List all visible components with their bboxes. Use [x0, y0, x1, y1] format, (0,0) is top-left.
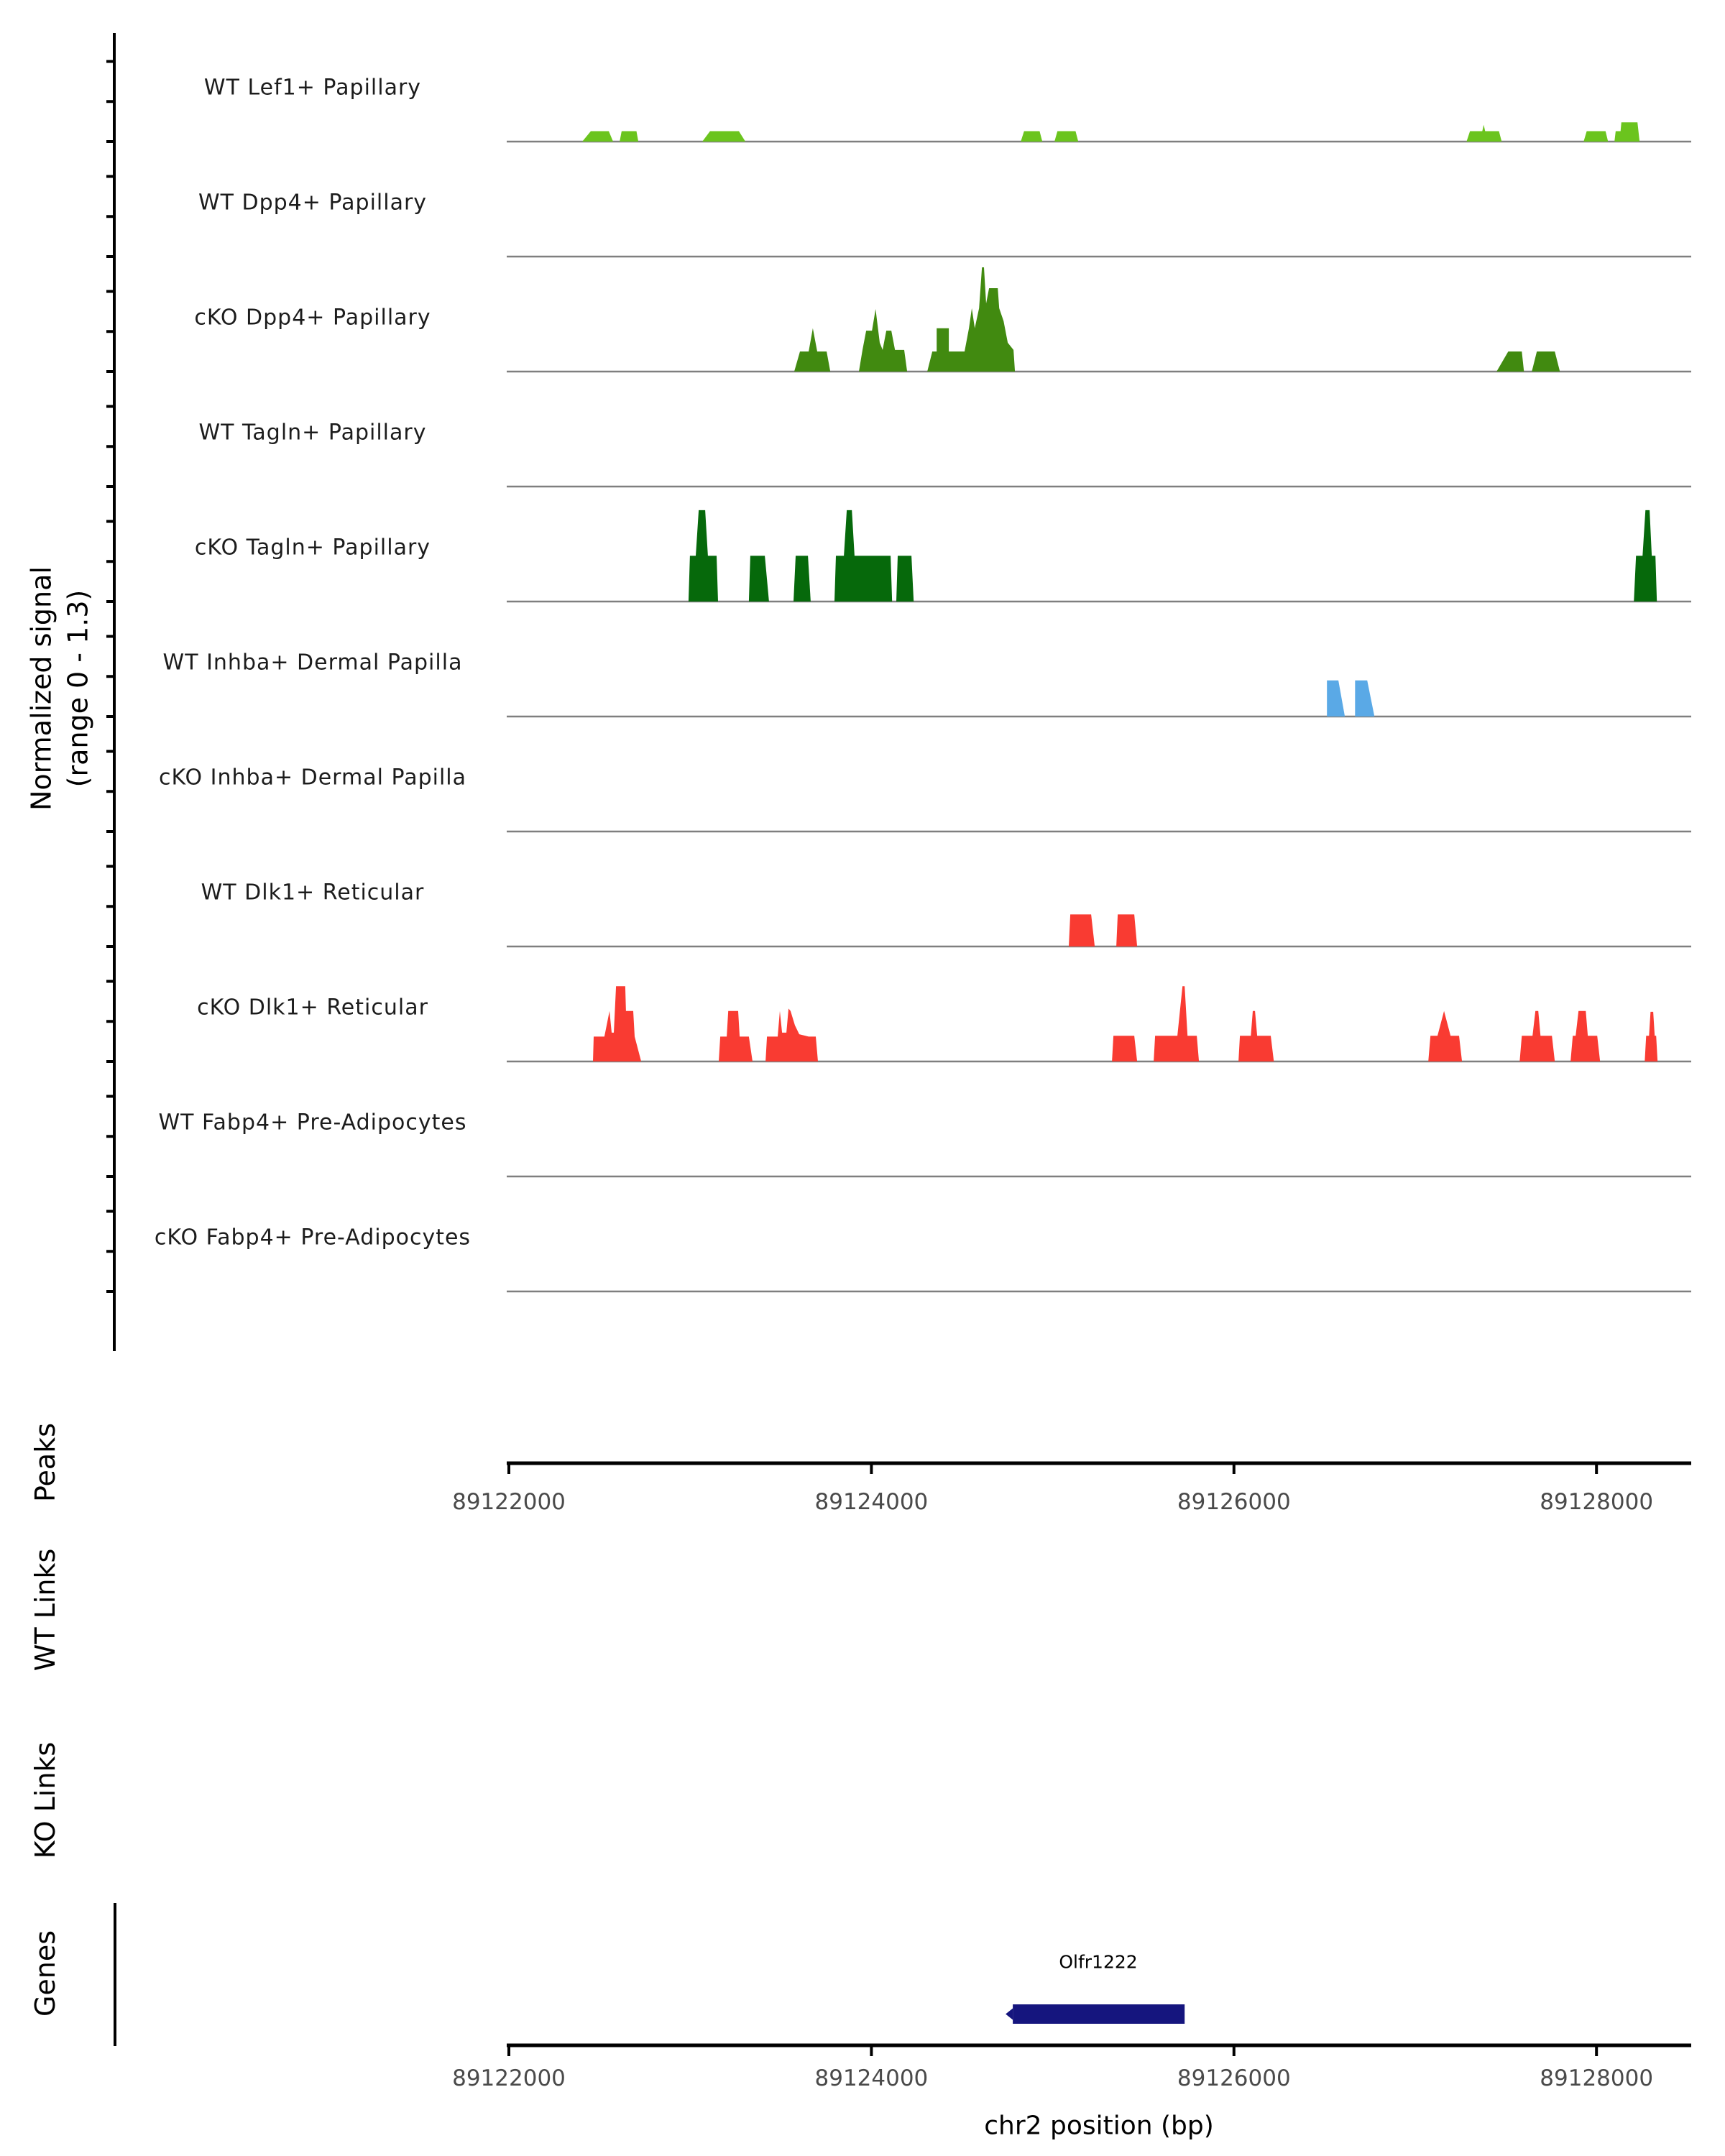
signal-peak	[794, 556, 811, 602]
genome-axis-tick-label: 89128000	[1540, 2065, 1654, 2091]
signal-peak	[1327, 681, 1345, 717]
peaks-axis-tick-label: 89122000	[452, 1489, 566, 1515]
signal-peak	[749, 556, 769, 602]
signal-peak	[702, 132, 745, 142]
signal-peak	[1466, 125, 1501, 142]
signal-peak	[689, 510, 718, 602]
peaks-axis-tick-label: 89124000	[814, 1489, 929, 1515]
signal-peak	[765, 1008, 818, 1061]
signal-peak	[1054, 132, 1078, 142]
y-axis-label	[24, 566, 98, 811]
signal-peak	[794, 328, 830, 372]
signal-peak	[834, 510, 892, 602]
signal-peak	[927, 267, 1015, 372]
gene-name-label: Olfr1222	[1059, 1951, 1138, 1973]
track-label-cko-inhba: cKO Inhba+ Dermal Papilla	[158, 765, 467, 791]
signal-peak	[1116, 914, 1137, 946]
signal-peak	[719, 1011, 753, 1061]
signal-peak	[1021, 132, 1042, 142]
signal-peak	[1570, 1011, 1600, 1061]
signal-peak	[1355, 681, 1374, 717]
track-label-cko-dpp4: cKO Dpp4+ Papillary	[194, 305, 431, 331]
signal-peak	[1496, 351, 1524, 372]
peaks-axis-tick-label: 89128000	[1540, 1489, 1654, 1515]
track-label-wt-dpp4: WT Dpp4+ Papillary	[198, 190, 428, 216]
track-label-wt-inhba: WT Inhba+ Dermal Papilla	[162, 650, 463, 676]
track-label-wt-dlk1: WT Dlk1+ Reticular	[201, 880, 425, 906]
track-label-wt-lef1: WT Lef1+ Papillary	[203, 75, 422, 101]
gene-strand-arrow	[1006, 2009, 1013, 2020]
signal-peak	[1532, 351, 1560, 372]
section-label-ko-links: KO Links	[29, 1741, 61, 1859]
genome-axis-tick-label: 89124000	[814, 2065, 929, 2091]
signal-peak	[620, 132, 638, 142]
section-label-wt-links: WT Links	[29, 1548, 61, 1672]
signal-peak	[1154, 986, 1199, 1061]
signal-peak	[582, 132, 613, 142]
signal-peak	[1238, 1011, 1274, 1061]
signal-peak	[1644, 1012, 1657, 1061]
genome-axis-tick-label: 89126000	[1177, 2065, 1291, 2091]
x-axis-label: chr2 position (bp)	[984, 2111, 1214, 2141]
signal-peak	[1112, 1036, 1137, 1061]
track-label-cko-dlk1: cKO Dlk1+ Reticular	[197, 995, 428, 1021]
signal-peak	[1614, 122, 1639, 142]
track-label-wt-fabp4: WT Fabp4+ Pre-Adipocytes	[158, 1110, 467, 1135]
peaks-axis-tick-label: 89126000	[1177, 1489, 1291, 1515]
signal-peak	[1519, 1011, 1555, 1061]
track-label-cko-fabp4: cKO Fabp4+ Pre-Adipocytes	[154, 1225, 472, 1250]
signal-peak	[1069, 914, 1095, 946]
signal-peak	[1634, 510, 1657, 602]
y-axis-label-line1: Normalized signal	[25, 566, 58, 811]
signal-peak	[896, 556, 914, 602]
gene-body	[1013, 2004, 1184, 2024]
signal-peak	[859, 309, 907, 372]
section-label-genes: Genes	[29, 1930, 61, 2017]
signal-peak	[1428, 1011, 1462, 1061]
genome-axis-tick-label: 89122000	[452, 2065, 566, 2091]
signal-peak	[1583, 132, 1608, 142]
track-label-cko-tagln: cKO Tagln+ Papillary	[194, 535, 431, 561]
signal-peak	[593, 986, 641, 1061]
y-axis-label-line2: (range 0 - 1.3)	[63, 589, 94, 788]
track-label-wt-tagln: WT Tagln+ Papillary	[198, 420, 427, 446]
section-label-peaks: Peaks	[29, 1422, 61, 1503]
